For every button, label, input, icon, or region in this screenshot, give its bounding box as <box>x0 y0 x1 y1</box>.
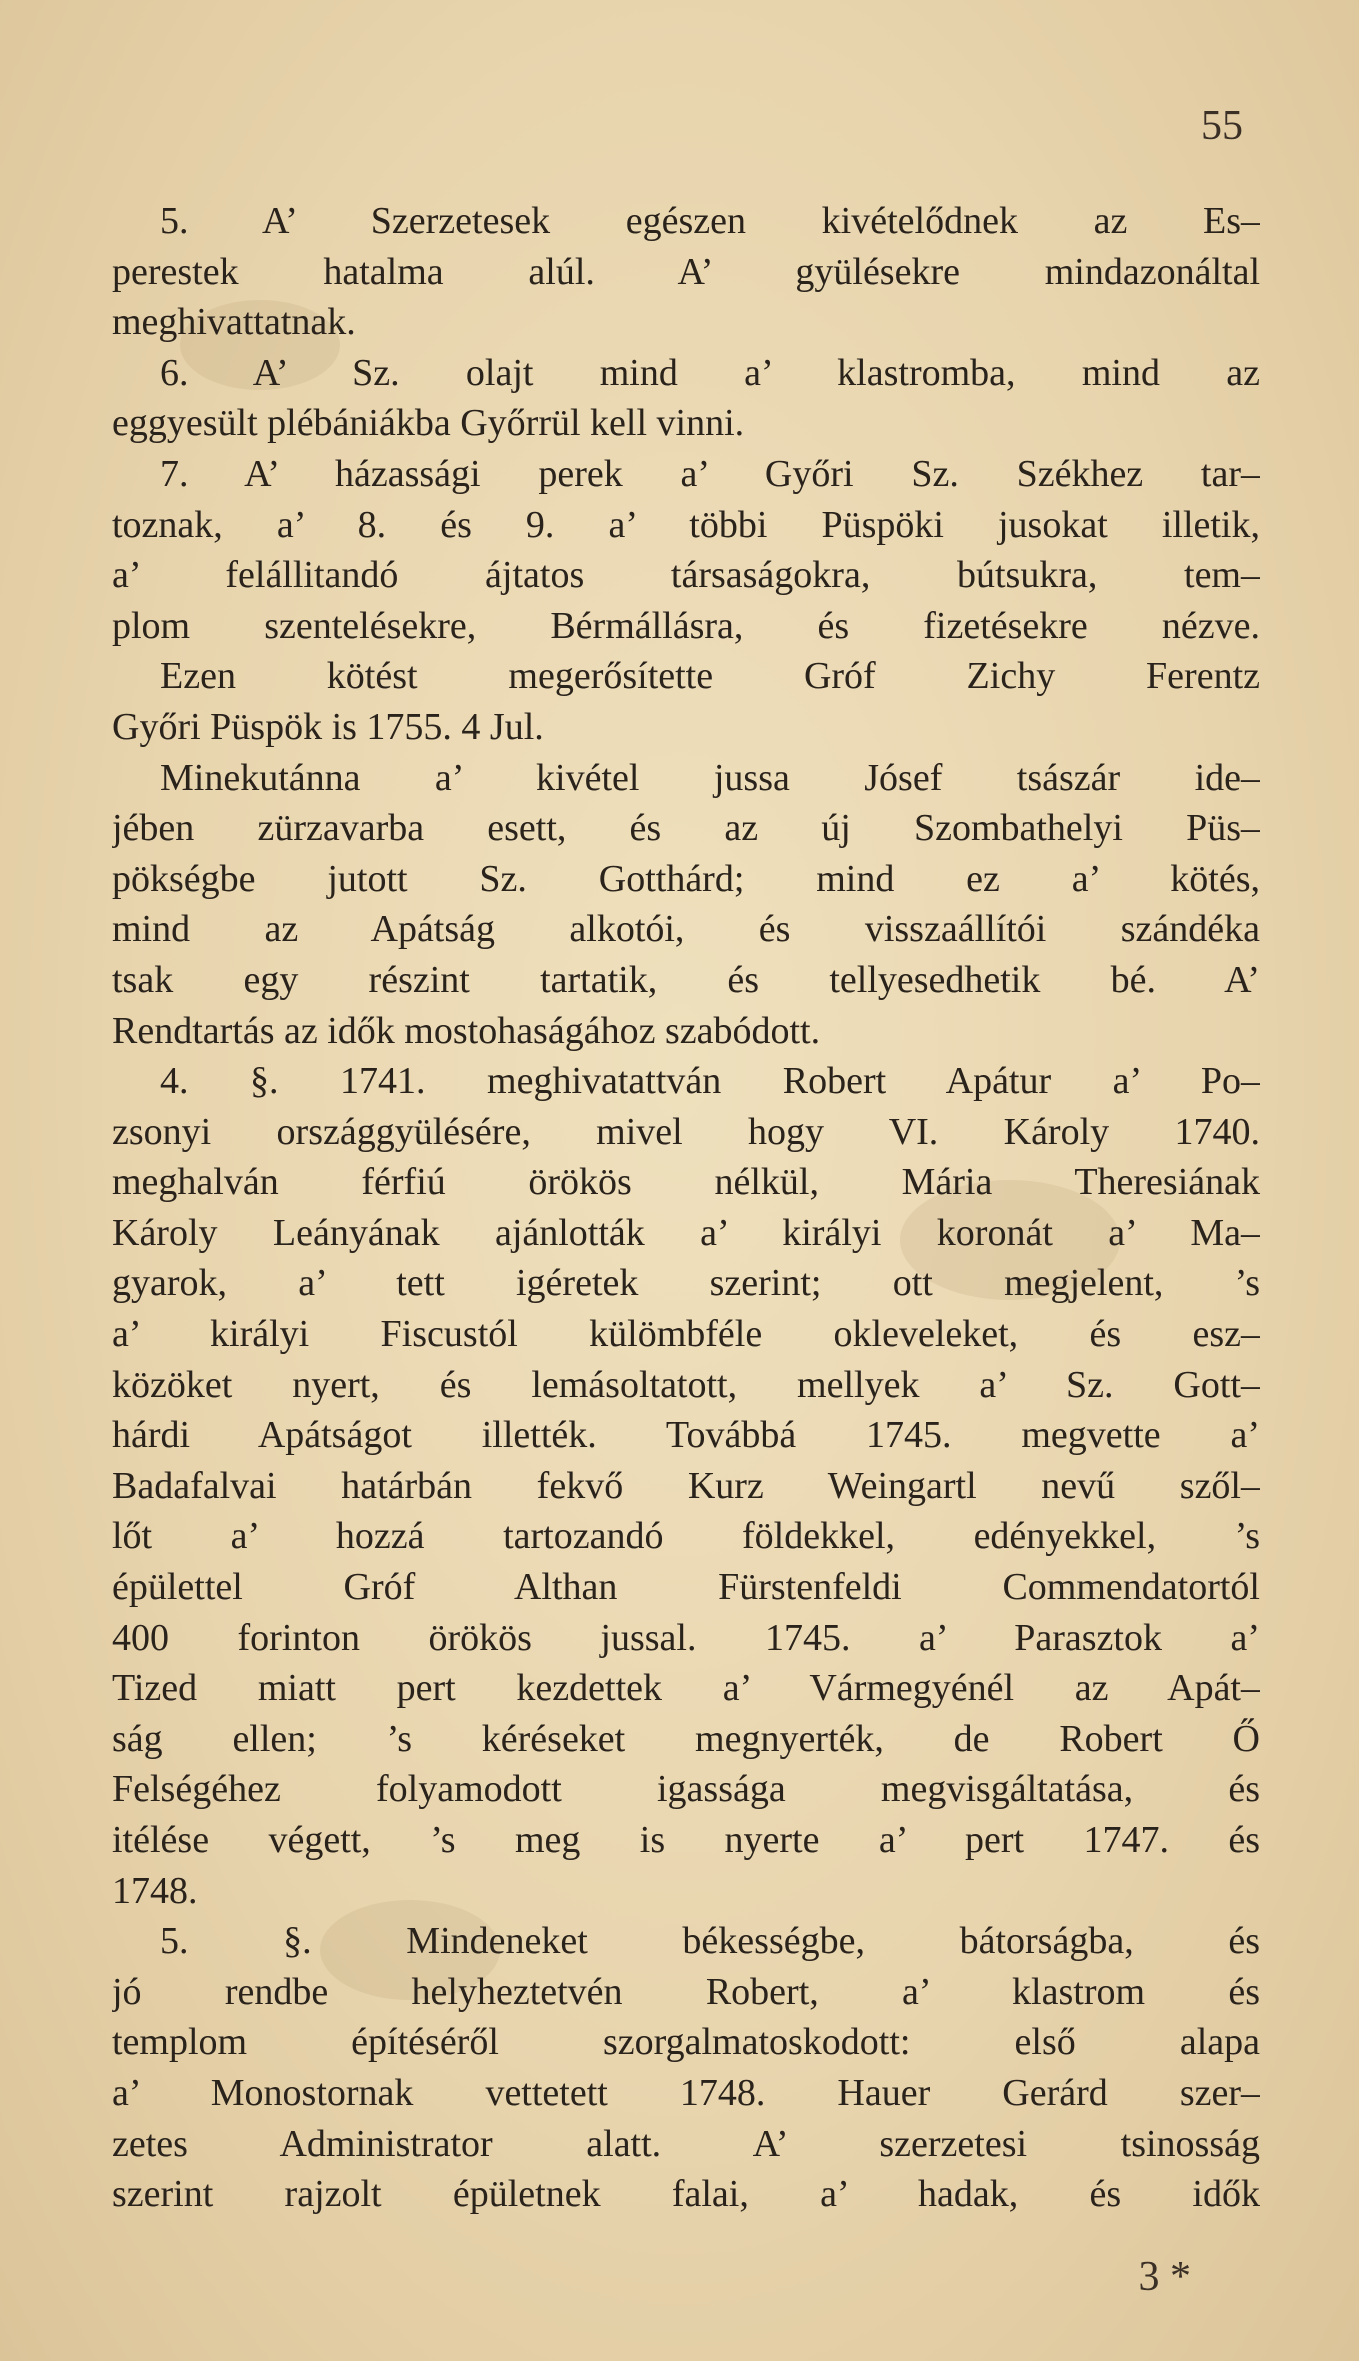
text-line: lőt a’ hozzá tartozandó földekkel, edényekkel, ’s <box>112 1515 1260 1558</box>
text-line: jó rendbe helyheztetvén Robert, a’ klastrom és <box>112 1970 1260 2013</box>
text-line: toznak, a’ 8. és 9. a’ többi Püspöki jusokat illetik, <box>112 503 1260 546</box>
text-line: 1748. <box>112 1869 198 1912</box>
text-line: a’ felállitandó ájtatos társaságokra, bútsukra, tem– <box>112 554 1260 597</box>
printer-signature: 3 * <box>1138 2254 1191 2300</box>
text-line: a’ Monostornak vettetett 1748. Hauer Gerárd szer– <box>112 2071 1260 2114</box>
text-line: Rendtartás az idők mostohaságához szabódott. <box>112 1009 821 1052</box>
text-line: Badafalvai határbán fekvő Kurz Weingartl nevű szől– <box>112 1464 1260 1507</box>
text-line: 7. A’ házassági perek a’ Győri Sz. Székhez tar– <box>160 452 1260 495</box>
text-line: meghalván férfiú örökös nélkül, Mária Theresiának <box>112 1161 1260 1204</box>
text-line: Tized miatt pert kezdettek a’ Vármegyénél az Apát– <box>112 1667 1260 1710</box>
text-line: perestek hatalma alúl. A’ gyülésekre mindazonáltal <box>112 250 1260 293</box>
text-line: jében zürzavarba esett, és az új Szombathelyi Püs– <box>112 807 1260 850</box>
text-line: mind az Apátság alkotói, és visszaállítói szándéka <box>112 908 1260 951</box>
text-line: a’ királyi Fiscustól külömbféle okleveleket, és esz– <box>112 1313 1260 1356</box>
page-text <box>112 196 1260 2220</box>
text-line: 6. A’ Sz. olajt mind a’ klastromba, mind az <box>160 351 1260 394</box>
text-line: 5. A’ Szerzetesek egészen kivételődnek az Es– <box>160 200 1260 242</box>
text-line: eggyesült plébániákba Győrrül kell vinni. <box>112 402 745 445</box>
text-line: hárdi Apátságot illették. Továbbá 1745. megvette a’ <box>112 1414 1260 1457</box>
text-line: meghivattatnak. <box>112 301 356 344</box>
text-line: Felségéhez folyamodott igassága megvisgáltatása, és <box>112 1768 1260 1811</box>
text-line: épülettel Gróf Althan Fürstenfeldi Commendatortól <box>112 1566 1260 1609</box>
text-line: ság ellen; ’s kéréseket megnyerték, de Robert Ő <box>112 1717 1260 1760</box>
text-line: Károly Leányának ajánlották a’ királyi koronát a’ Ma– <box>112 1211 1260 1254</box>
text-line: 4. §. 1741. meghivatattván Robert Apátur a’ Po– <box>160 1060 1260 1103</box>
text-line: itélése végett, ’s meg is nyerte a’ pert 1747. és <box>112 1819 1260 1861</box>
text-line: templom építéséről szorgalmatoskodott: első alapa <box>112 2021 1260 2064</box>
text-line: közöket nyert, és lemásoltatott, mellyek a’ Sz. Gott– <box>112 1363 1260 1406</box>
text-line: 5. §. Mindeneket békességbe, bátorságba, és <box>160 1920 1260 1963</box>
page-number: 55 <box>1201 103 1243 149</box>
text-line: pökségbe jutott Sz. Gotthárd; mind ez a’ kötés, <box>112 857 1260 900</box>
text-line: Győri Püspök is 1755. 4 Jul. <box>112 705 544 748</box>
text-line: zsonyi országgyülésére, mivel hogy VI. Károly 1740. <box>112 1110 1260 1153</box>
text-line: plom szentelésekre, Bérmállásra, és fizetésekre nézve. <box>112 604 1260 647</box>
text-line: zetes Administrator alatt. A’ szerzetesi tsinosság <box>112 2122 1260 2165</box>
text-line: tsak egy részint tartatik, és tellyesedhetik bé. A’ <box>112 958 1260 1001</box>
text-line: gyarok, a’ tett igéretek szerint; ott megjelent, ’s <box>112 1262 1260 1305</box>
text-line: 400 forinton örökös jussal. 1745. a’ Parasztok a’ <box>112 1616 1260 1659</box>
text-line: Ezen kötést megerősítette Gróf Zichy Ferentz <box>160 655 1260 698</box>
text-line: Minekutánna a’ kivétel jussa Jósef tsászár ide– <box>160 756 1260 799</box>
text-line: szerint rajzolt épületnek falai, a’ hadak, és idők <box>112 2173 1260 2216</box>
